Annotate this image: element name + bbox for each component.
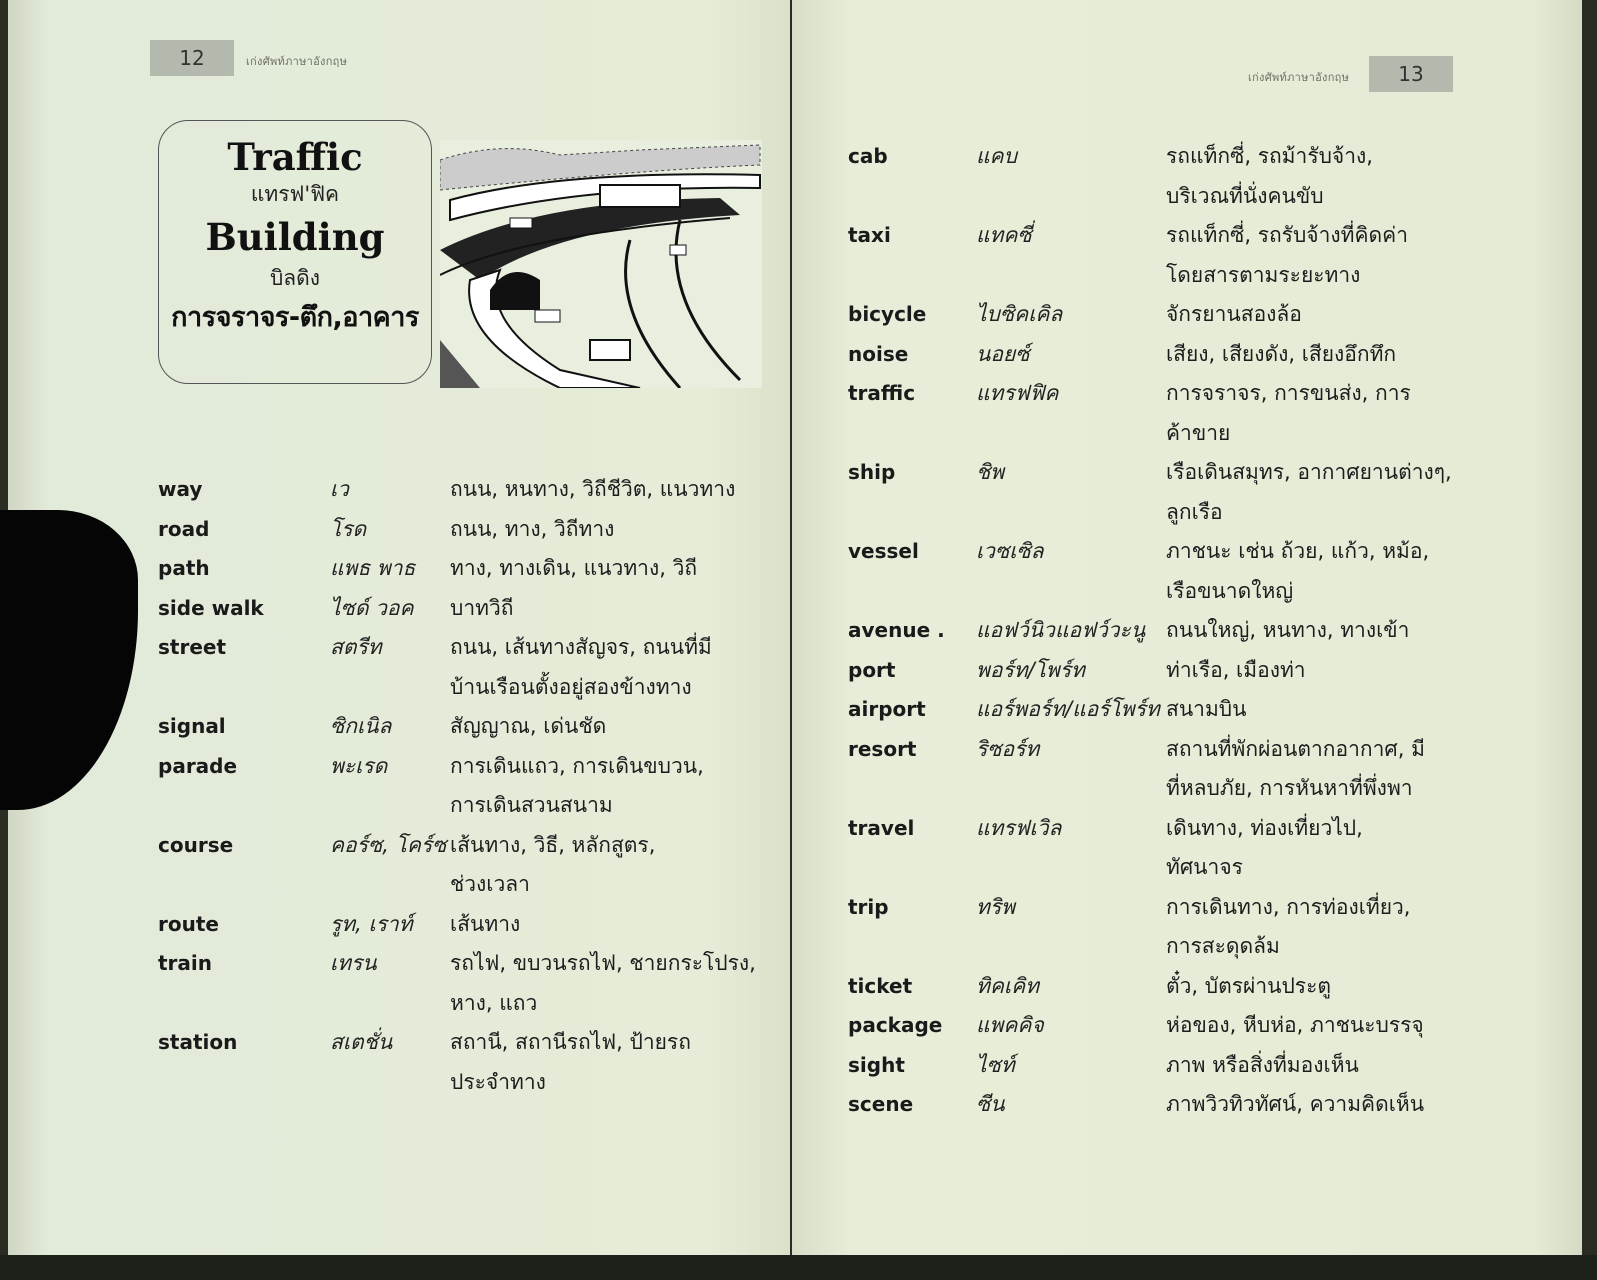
vocab-definition bbox=[1166, 809, 1363, 888]
vocab-word: street bbox=[158, 635, 227, 659]
vocab-pronunciation: ชิพ bbox=[976, 460, 1005, 484]
vocab-pronunciation: พะเรด bbox=[330, 753, 388, 778]
vocab-entry bbox=[848, 611, 1452, 651]
vocab-pronunciation: แพธ พาธ bbox=[330, 556, 416, 580]
vocab-word: signal bbox=[158, 714, 226, 738]
definition-line: การสะดุดล้ม bbox=[1166, 934, 1280, 958]
vocab-pronunciation: ไซท์ bbox=[976, 1052, 1015, 1077]
definition-line: หาง, แถว bbox=[450, 990, 538, 1015]
definition-line: สถานที่พักผ่อนตากอากาศ, มี bbox=[1166, 736, 1425, 761]
vocab-word: cab bbox=[848, 144, 888, 168]
vocab-definition bbox=[450, 1023, 691, 1102]
vocab-definition bbox=[1166, 611, 1409, 651]
vocab-entry bbox=[848, 809, 1452, 888]
definition-line: รถแท็กซี่, รถม้ารับจ้าง, bbox=[1166, 144, 1373, 168]
vocab-word: train bbox=[158, 951, 213, 975]
vocab-entry bbox=[158, 1023, 756, 1102]
definition-line: สถานี, สถานีรถไฟ, ป้ายรถ bbox=[450, 1030, 691, 1054]
vocab-pronunciation: ซีน bbox=[976, 1092, 1005, 1116]
vocab-word: ship bbox=[848, 460, 896, 484]
vocab-word: airport bbox=[848, 697, 926, 721]
vocab-entry bbox=[158, 826, 756, 905]
definition-line: ค้าขาย bbox=[1166, 420, 1231, 445]
vocab-word: bicycle bbox=[848, 302, 927, 326]
vocab-word: scene bbox=[848, 1092, 914, 1116]
vocab-word: road bbox=[158, 516, 210, 541]
vocab-pronunciation: ไบซิคเคิล bbox=[976, 302, 1063, 326]
vocab-word: parade bbox=[158, 753, 238, 778]
vocab-word: course bbox=[158, 832, 234, 857]
vocab-definition bbox=[1166, 888, 1410, 967]
definition-line: ช่วงเวลา bbox=[450, 872, 530, 896]
vocab-pronunciation: แทรฟเวิล bbox=[976, 815, 1062, 840]
vocab-entry bbox=[848, 532, 1452, 611]
vocab-entry bbox=[158, 707, 756, 747]
definition-line: สัญญาณ, เด่นชัด bbox=[450, 714, 607, 738]
vocab-pronunciation: สเตชั่น bbox=[330, 1030, 393, 1054]
vocab-pronunciation: แทคซี่ bbox=[976, 223, 1032, 247]
definition-line: การเดินทาง, การท่องเที่ยว, bbox=[1166, 894, 1411, 919]
vocab-word: route bbox=[158, 911, 219, 936]
vocab-definition bbox=[1166, 967, 1331, 1007]
definition-line: เรือขนาดใหญ่ bbox=[1166, 578, 1294, 603]
definition-line: ถนน, หนทาง, วิถีชีวิต, แนวทาง bbox=[450, 477, 736, 501]
definition-line: ถนน, เส้นทางสัญจร, ถนนที่มี bbox=[450, 635, 712, 659]
definition-line: ตั๋ว, บัตรผ่านประตู bbox=[1166, 973, 1332, 998]
vocab-pronunciation: แทรฟฟิค bbox=[976, 381, 1059, 405]
vocab-pronunciation: เทรน bbox=[330, 951, 377, 975]
vocabulary-list-left bbox=[158, 470, 756, 1102]
vocab-pronunciation: แคบ bbox=[976, 144, 1017, 168]
vocabulary-list-right bbox=[848, 137, 1452, 1125]
definition-line: จักรยานสองล้อ bbox=[1166, 302, 1302, 326]
definition-line: ภาพ หรือสิ่งที่มองเห็น bbox=[1166, 1052, 1359, 1077]
vocab-definition bbox=[450, 747, 704, 826]
vocab-word: path bbox=[158, 556, 210, 580]
definition-line: เดินทาง, ท่องเที่ยวไป, bbox=[1166, 815, 1363, 840]
vocab-word: ticket bbox=[848, 973, 913, 998]
left-page bbox=[8, 0, 790, 1262]
vocab-entry bbox=[158, 549, 756, 589]
vocab-entry bbox=[848, 374, 1452, 453]
definition-line: รถแท็กซี่, รถรับจ้างที่คิดค่า bbox=[1166, 223, 1409, 247]
vocab-entry bbox=[158, 589, 756, 629]
vocab-definition bbox=[1166, 453, 1452, 532]
chapter-subtitle: การจราจร-ตึก,อาคาร bbox=[171, 302, 419, 333]
vocab-entry bbox=[848, 730, 1452, 809]
vocab-entry bbox=[848, 1006, 1452, 1046]
vocab-word: port bbox=[848, 657, 896, 682]
vocab-word: noise bbox=[848, 341, 909, 366]
vocab-entry bbox=[158, 510, 756, 550]
vocab-pronunciation: ทิคเคิท bbox=[976, 973, 1039, 998]
vocab-definition bbox=[450, 944, 756, 1023]
title-traffic: Traffic bbox=[227, 135, 363, 179]
definition-line: โดยสารตามระยะทาง bbox=[1166, 262, 1361, 287]
finger-shadow bbox=[0, 510, 138, 810]
definition-line: ที่หลบภัย, การหันหาที่พึ่งพา bbox=[1166, 776, 1413, 800]
vocab-word: traffic bbox=[848, 381, 916, 405]
vocab-definition bbox=[1166, 295, 1302, 335]
vocab-entry bbox=[158, 944, 756, 1023]
definition-line: บาทวิถี bbox=[450, 595, 514, 620]
vocab-entry bbox=[848, 335, 1452, 375]
vocab-entry bbox=[848, 137, 1452, 216]
vocab-pronunciation: สตรีท bbox=[330, 635, 382, 659]
vocab-pronunciation: แอร์พอร์ท/แอร์โพร์ท bbox=[976, 697, 1160, 721]
definition-line: ประจำทาง bbox=[450, 1069, 546, 1094]
vocab-definition bbox=[1166, 216, 1408, 295]
vocab-word: avenue . bbox=[848, 618, 945, 642]
vocab-definition bbox=[1166, 335, 1396, 375]
vocab-entry bbox=[158, 470, 756, 510]
vocab-word: side walk bbox=[158, 595, 264, 620]
vocab-word: trip bbox=[848, 894, 889, 919]
vocab-definition bbox=[1166, 651, 1306, 691]
vocab-entry bbox=[848, 651, 1452, 691]
title-building: Building bbox=[205, 215, 385, 259]
vocab-pronunciation: โรด bbox=[330, 516, 367, 541]
vocab-definition bbox=[450, 470, 735, 510]
vocab-definition bbox=[450, 549, 697, 589]
definition-line: ทาง, ทางเดิน, แนวทาง, วิถี bbox=[450, 556, 698, 580]
definition-line: ภาชนะ เช่น ถ้วย, แก้ว, หม้อ, bbox=[1166, 539, 1430, 563]
title-building-pronunciation: บิลดิง bbox=[269, 266, 321, 290]
vocab-entry bbox=[158, 628, 756, 707]
vocab-definition bbox=[1166, 374, 1411, 453]
definition-line: เส้นทาง, วิธี, หลักสูตร, bbox=[450, 832, 656, 857]
chapter-title-box bbox=[158, 120, 432, 384]
vocab-definition bbox=[1166, 1085, 1424, 1125]
vocab-entry bbox=[848, 453, 1452, 532]
vocab-word: station bbox=[158, 1030, 238, 1054]
vocab-pronunciation: ไซด์ วอค bbox=[330, 595, 414, 620]
running-head: เก่งศัพท์ภาษาอังกฤษ bbox=[1248, 71, 1350, 84]
vocab-word: package bbox=[848, 1013, 943, 1037]
definition-line: บริเวณที่นั่งคนขับ bbox=[1166, 183, 1324, 208]
definition-line: บ้านเรือนตั้งอยู่สองข้างทาง bbox=[450, 674, 692, 699]
vocab-definition bbox=[1166, 1006, 1424, 1046]
vocab-definition bbox=[1166, 690, 1247, 730]
vocab-definition bbox=[450, 826, 655, 905]
vocab-word: resort bbox=[848, 736, 917, 761]
vocab-definition bbox=[1166, 1046, 1359, 1086]
vocab-definition bbox=[450, 589, 513, 629]
vocab-entry bbox=[158, 747, 756, 826]
vocab-entry bbox=[848, 690, 1452, 730]
right-page bbox=[792, 0, 1582, 1262]
vocab-word: travel bbox=[848, 815, 915, 840]
highway-illustration bbox=[440, 140, 762, 388]
definition-line: การเดินแถว, การเดินขบวน, bbox=[450, 753, 704, 778]
page-number: 13 bbox=[1369, 56, 1453, 92]
vocab-pronunciation: นอยซ์ bbox=[976, 341, 1030, 366]
vocab-definition bbox=[1166, 532, 1429, 611]
definition-line: ลูกเรือ bbox=[1166, 499, 1223, 524]
vocab-definition bbox=[450, 628, 712, 707]
vocab-entry bbox=[848, 967, 1452, 1007]
vocab-definition bbox=[450, 707, 606, 747]
definition-line: ห่อของ, หีบห่อ, ภาชนะบรรจุ bbox=[1166, 1013, 1424, 1037]
vocab-entry bbox=[848, 888, 1452, 967]
vocab-pronunciation: พอร์ท/โพร์ท bbox=[976, 657, 1085, 682]
vocab-definition bbox=[450, 510, 614, 550]
definition-line: ถนน, ทาง, วิถีทาง bbox=[450, 516, 615, 541]
vocab-pronunciation: ซิกเนิล bbox=[330, 714, 392, 738]
vocab-pronunciation: ทริพ bbox=[976, 894, 1015, 919]
vocab-entry bbox=[848, 1046, 1452, 1086]
definition-line: รถไฟ, ขบวนรถไฟ, ชายกระโปรง, bbox=[450, 951, 756, 975]
vocab-pronunciation: เว bbox=[330, 477, 349, 501]
vocab-definition bbox=[1166, 730, 1425, 809]
vocab-pronunciation: คอร์ซ, โคร์ซ bbox=[330, 832, 447, 857]
vocab-word: sight bbox=[848, 1052, 905, 1077]
vocab-entry bbox=[848, 1085, 1452, 1125]
definition-line: การเดินสวนสนาม bbox=[450, 793, 613, 817]
definition-line: ภาพวิวทิวทัศน์, ความคิดเห็น bbox=[1166, 1092, 1425, 1116]
definition-line: สนามบิน bbox=[1166, 697, 1247, 721]
vocab-pronunciation: รูท, เราท์ bbox=[330, 911, 413, 936]
vocab-pronunciation: แอฟว์นิวแอฟว์วะนู bbox=[976, 618, 1146, 642]
vocab-word: taxi bbox=[848, 223, 891, 247]
vocab-entry bbox=[848, 216, 1452, 295]
title-traffic-pronunciation: แทรฟ'ฟิค bbox=[250, 182, 340, 206]
vocab-word: way bbox=[158, 477, 203, 501]
definition-line: เส้นทาง bbox=[450, 911, 521, 936]
running-head: เก่งศัพท์ภาษาอังกฤษ bbox=[246, 55, 348, 68]
definition-line: ท่าเรือ, เมืองท่า bbox=[1166, 657, 1306, 682]
vocab-definition bbox=[1166, 137, 1373, 216]
vocab-definition bbox=[450, 905, 520, 945]
definition-line: ถนนใหญ่, หนทาง, ทางเข้า bbox=[1166, 618, 1410, 642]
table-surface bbox=[0, 1255, 1597, 1280]
vocab-entry bbox=[848, 295, 1452, 335]
vocab-word: vessel bbox=[848, 539, 919, 563]
vocab-pronunciation: เวซเซิล bbox=[976, 539, 1044, 563]
page-number: 12 bbox=[150, 40, 234, 76]
vocab-pronunciation: แพคคิจ bbox=[976, 1013, 1044, 1037]
definition-line: ทัศนาจร bbox=[1166, 855, 1243, 879]
definition-line: เสียง, เสียงดัง, เสียงอึกทึก bbox=[1166, 341, 1397, 366]
definition-line: การจราจร, การขนส่ง, การ bbox=[1166, 381, 1411, 405]
definition-line: เรือเดินสมุทร, อากาศยานต่างๆ, bbox=[1166, 460, 1452, 484]
vocab-entry bbox=[158, 905, 756, 945]
vocab-pronunciation: ริซอร์ท bbox=[976, 736, 1040, 761]
